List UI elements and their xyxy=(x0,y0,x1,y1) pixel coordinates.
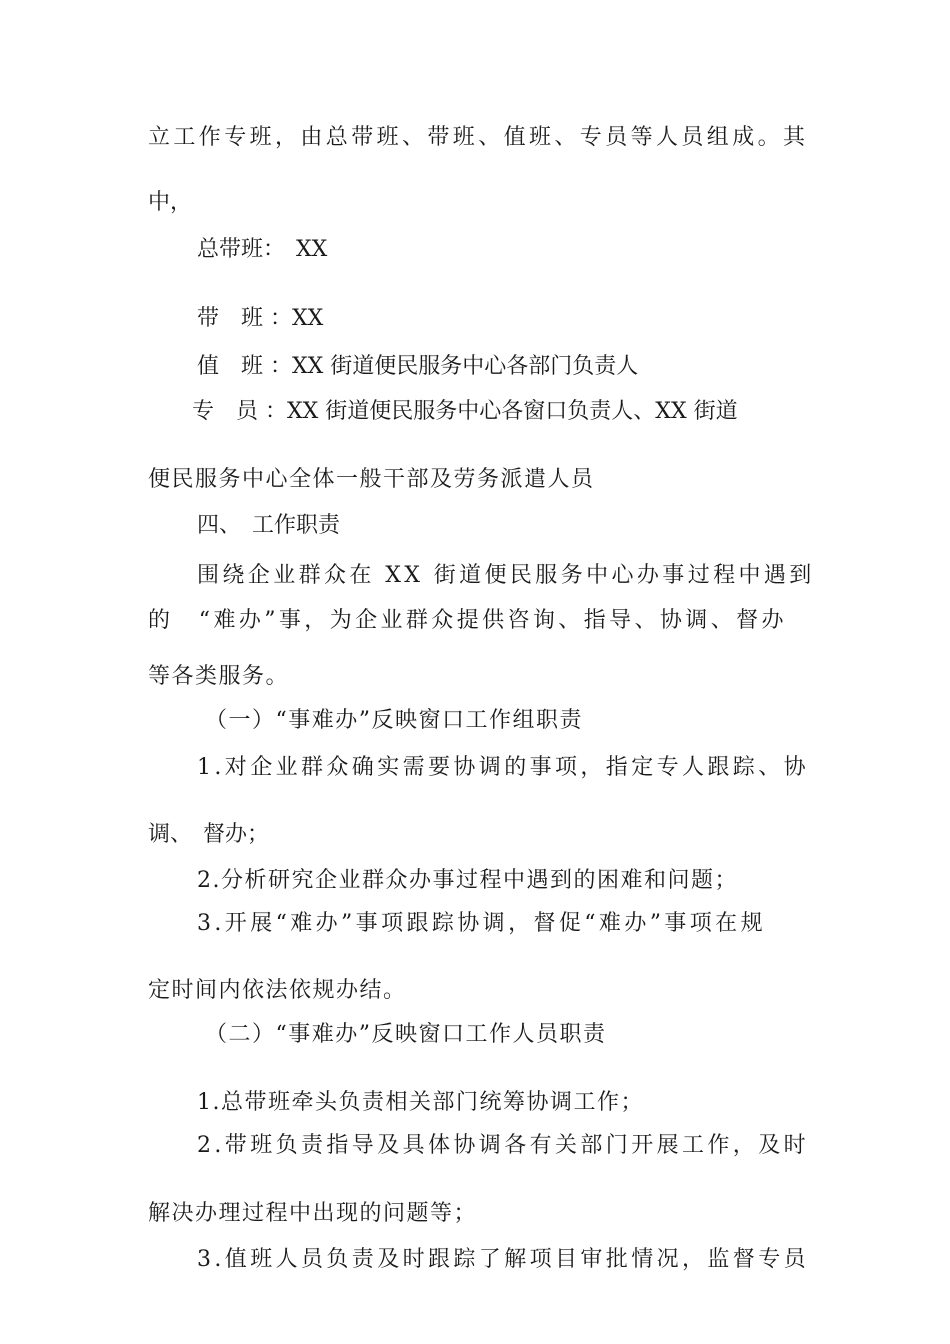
list-item: 2.分析研究企业群众办事过程中遇到的困难和问题； xyxy=(197,868,738,893)
list-item: 2.带班负责指导及具体协调各有关部门开展工作，及时 xyxy=(197,1133,809,1158)
paragraph-line: 立工作专班，由总带班、带班、值班、专员等人员组成。其 xyxy=(148,125,809,150)
subsection-heading: （二）“事难办”反映窗口工作人员职责 xyxy=(205,1022,607,1047)
paragraph-line: 的 “难办”事，为企业群众提供咨询、指导、协调、督办 xyxy=(148,608,787,633)
paragraph-line: 定时间内依法依规办结。 xyxy=(148,978,407,1003)
paragraph-line: 等各类服务。 xyxy=(148,664,290,689)
subsection-heading: （一）“事难办”反映窗口工作组职责 xyxy=(205,708,583,733)
roster-total-lead: 总带班： XX xyxy=(197,237,328,262)
paragraph-line: 便民服务中心全体一般干部及劳务派遣人员 xyxy=(148,467,595,492)
roster-lead: 带 班 ：XX xyxy=(197,306,324,331)
roster-staff: 专 员 ：XX 街道便民服务中心各窗口负责人、XX 街道 xyxy=(192,399,738,424)
paragraph-line: 中， xyxy=(148,190,193,215)
section-heading: 四、 工作职责 xyxy=(197,513,341,538)
paragraph-line: 解决办理过程中出现的问题等； xyxy=(148,1201,478,1226)
list-item: 3.开展“难办”事项跟踪协调，督促“难办”事项在规 xyxy=(197,911,766,936)
list-item: 3.值班人员负责及时跟踪了解项目审批情况，监督专员 xyxy=(197,1247,809,1272)
paragraph-line: 围绕企业群众在 XX 街道便民服务中心办事过程中遇到 xyxy=(197,563,815,588)
paragraph-line: 调、 督办； xyxy=(148,822,270,847)
list-item: 1.总带班牵头负责相关部门统筹协调工作； xyxy=(197,1090,644,1115)
list-item: 1.对企业群众确实需要协调的事项，指定专人跟踪、协 xyxy=(197,755,809,780)
roster-duty: 值 班 ：XX 街道便民服务中心各部门负责人 xyxy=(197,354,639,379)
